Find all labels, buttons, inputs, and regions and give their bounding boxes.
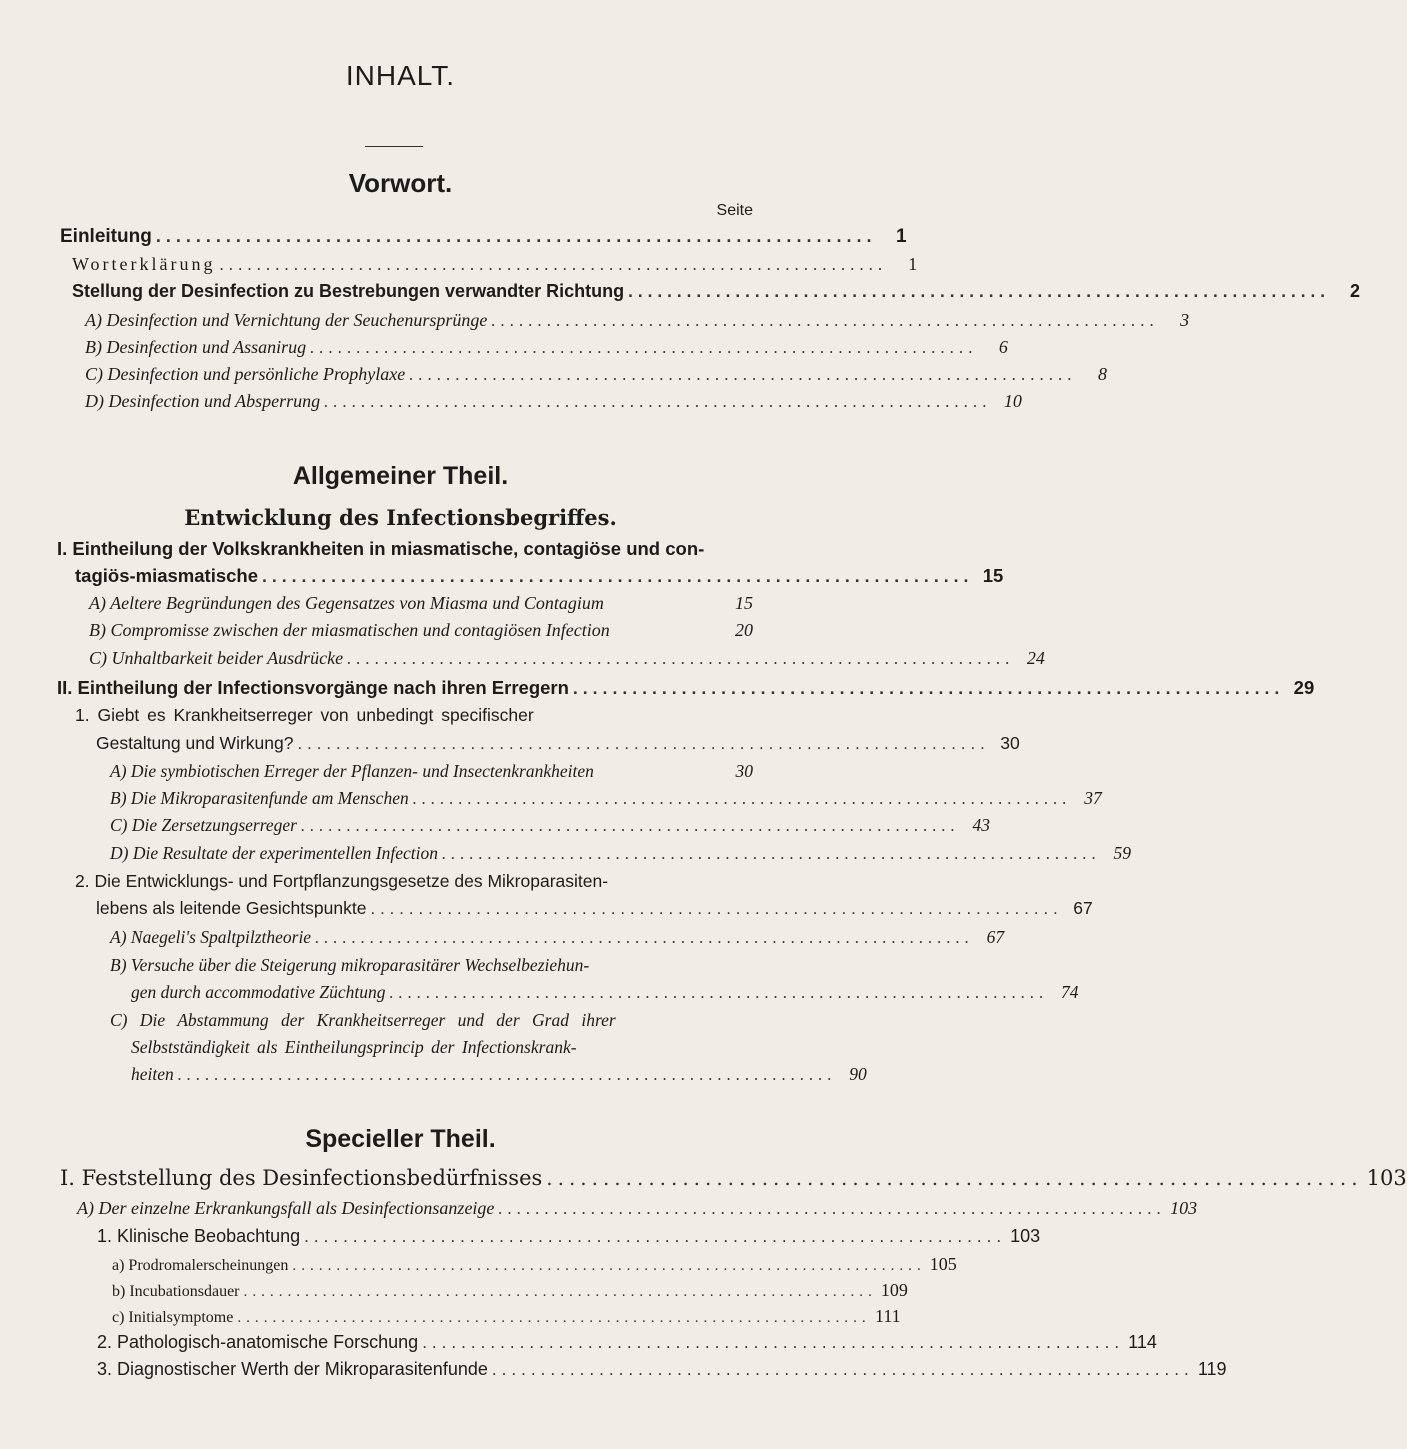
toc-entry[interactable] — [85, 391, 1022, 412]
toc-entry-title: D) Die Resultate der experimentellen Infection — [110, 843, 439, 863]
toc-entry-page: 6 — [998, 337, 1008, 357]
toc-entry-page: 15 — [982, 565, 1004, 586]
toc-entry-title: tagiös-miasmatische — [75, 565, 259, 586]
title-divider — [365, 146, 423, 147]
toc-entry-title: B) Desinfection und Assanirug — [85, 337, 307, 357]
dot-leader: ........................................................................ — [237, 1309, 871, 1326]
toc-entry-title: A) Aeltere Begründungen des Gegensatzes von Miasma und Contagium — [89, 593, 604, 613]
dot-leader: ........................................................................ — [491, 311, 1160, 330]
toc-entry-page: 67 — [1073, 898, 1093, 918]
dot-leader: ........................................................................ — [315, 928, 975, 947]
toc-entry-title: gen durch accommodative Züchtung — [131, 982, 386, 1002]
toc-entry-title: A) Naegeli's Spaltpilztheorie — [110, 927, 312, 947]
toc-entry-page: 109 — [880, 1280, 908, 1300]
toc-entry-title: B) Die Mikroparasitenfunde am Menschen — [110, 788, 409, 808]
toc-entry-title: Gestaltung und Wirkung? — [96, 733, 294, 753]
dot-leader: ........................................................................ — [572, 678, 1285, 698]
dot-leader: ........................................................................ — [412, 789, 1072, 808]
question-heading: 1. Giebt es Krankheitserreger von unbedingt specifischer — [75, 705, 534, 725]
dot-leader: ........................................................................ — [297, 734, 990, 753]
toc-entry-title: 3. Diagnostischer Werth der Mikroparasitenfunde — [97, 1359, 488, 1379]
toc-entry-title: Einleitung — [60, 226, 152, 247]
entry-line: C) Die Abstammung der Krankheitserreger und der Grad ihrer — [110, 1010, 616, 1030]
toc-entry[interactable] — [85, 337, 1008, 358]
toc-entry-page: 1 — [895, 226, 907, 247]
toc-entry-title: C) Unhaltbarkeit beider Ausdrücke — [89, 648, 344, 668]
toc-entry-title: heiten — [131, 1064, 174, 1084]
toc-entry-title: C) Desinfection und persönliche Prophylaxe — [85, 364, 406, 384]
section-heading: I. Eintheilung der Volkskrankheiten in miasmatische, contagiöse und con- — [57, 538, 705, 559]
entry-line: Selbstständigkeit als Eintheilungsprincip der Infectionskrank- — [131, 1037, 577, 1057]
toc-entry[interactable] — [110, 843, 1131, 864]
toc-entry-page: 119 — [1197, 1359, 1227, 1379]
toc-entry-title: I. Feststellung des Desinfectionsbedürfnisses — [60, 1166, 543, 1190]
toc-entry-page: 111 — [875, 1306, 901, 1326]
toc-entry[interactable] — [110, 927, 1005, 948]
toc-entry-page: 67 — [986, 927, 1005, 947]
toc-entry-title: c) Initialsymptome — [112, 1309, 234, 1326]
toc-entry-title: A) Der einzelne Erkrankungsfall als Desinfectionsanzeige — [77, 1198, 495, 1218]
dot-leader: ........................................................................ — [324, 392, 992, 411]
toc-entry[interactable] — [57, 677, 1315, 699]
entry-line: B) Versuche über die Steigerung mikroparasitärer Wechselbeziehun- — [110, 955, 590, 975]
toc-entry-title: 2. Pathologisch-anatomische Forschung — [97, 1332, 419, 1352]
dot-leader: ........................................................................ — [389, 983, 1049, 1002]
toc-entry-title: b) Incubationsdauer — [112, 1283, 240, 1300]
dot-leader: ........................................................................ — [442, 844, 1101, 863]
toc-entry-title: C) Die Zersetzungserreger — [110, 815, 297, 835]
toc-entry-page: 37 — [1084, 788, 1102, 808]
toc-entry[interactable] — [89, 620, 753, 641]
toc-entry-page: 59 — [1113, 843, 1131, 863]
dot-leader: ........................................................................ — [243, 1283, 877, 1300]
toc-entry-page: 103 — [1170, 1198, 1198, 1218]
dot-leader: ........................................................................ — [409, 365, 1077, 384]
toc-entry[interactable] — [97, 1332, 1157, 1353]
dot-leader: ........................................................................ — [491, 1360, 1194, 1379]
toc-entry-title: Stellung der Desinfection zu Bestrebungen verwandter Richtung — [72, 281, 625, 301]
toc-entry-page: 114 — [1128, 1332, 1157, 1352]
dot-leader: ........................................................................ — [546, 1166, 1363, 1190]
dot-leader: ........................................................................ — [304, 1227, 1007, 1246]
toc-entry[interactable] — [110, 788, 1102, 809]
toc-entry-page: 15 — [735, 593, 753, 613]
toc-entry-title: B) Compromisse zwischen der miasmatischen und contagiösen Infection — [89, 620, 610, 640]
dot-leader: ........................................................................ — [422, 1333, 1125, 1352]
toc-entry-page: 105 — [929, 1254, 957, 1274]
toc-entry[interactable] — [77, 1198, 1198, 1219]
toc-entry-title: Worterklärung — [72, 254, 216, 274]
toc-entry-title: A) Desinfection und Vernichtung der Seuchenursprünge — [85, 310, 488, 330]
toc-entry[interactable] — [110, 761, 753, 782]
dot-leader: ........................................................................ — [370, 899, 1063, 918]
dot-leader: ........................................................................ — [155, 226, 877, 246]
specieller-heading: Specieller Theil. — [305, 1125, 496, 1153]
toc-entry[interactable] — [72, 281, 1361, 302]
toc-entry[interactable] — [112, 1254, 957, 1275]
toc-entry-page: 103 — [1366, 1166, 1407, 1190]
dot-leader: ........................................................................ — [177, 1065, 837, 1084]
toc-entry[interactable] — [97, 1359, 1227, 1380]
question-heading: 2. Die Entwicklungs- und Fortpflanzungsgesetze des Mikroparasiten- — [75, 871, 609, 891]
dot-leader: ........................................................................ — [300, 816, 960, 835]
dot-leader: ........................................................................ — [628, 282, 1331, 301]
toc-entry-page: 30 — [735, 761, 753, 781]
dot-leader: ........................................................................ — [347, 649, 1015, 668]
dot-leader: ........................................................................ — [219, 255, 888, 274]
toc-entry-page: 74 — [1060, 982, 1079, 1002]
toc-entry[interactable] — [60, 1166, 1407, 1190]
toc-entry-page: 103 — [1010, 1226, 1041, 1246]
toc-entry[interactable] — [131, 982, 1079, 1003]
toc-entry-page: 1 — [908, 254, 918, 274]
toc-entry[interactable] — [60, 226, 907, 248]
toc-entry[interactable] — [97, 1226, 1041, 1247]
toc-entry-page: 10 — [1003, 391, 1022, 411]
toc-entry-page: 29 — [1293, 677, 1315, 698]
toc-entry-page: 24 — [1026, 648, 1045, 668]
toc-entry-title: D) Desinfection und Absperrung — [85, 391, 321, 411]
toc-entry[interactable] — [96, 898, 1093, 919]
toc-entry[interactable] — [89, 648, 1045, 669]
toc-entry-page: 8 — [1097, 364, 1107, 384]
dot-leader: ........................................................................ — [262, 566, 974, 586]
toc-entry[interactable] — [112, 1306, 901, 1327]
allgemeiner-subheading: Entwicklung des Infectionsbegriffes. — [184, 505, 617, 530]
toc-entry-page: 43 — [972, 815, 990, 835]
dot-leader: ........................................................................ — [292, 1257, 926, 1274]
toc-entry-title: II. Eintheilung der Infectionsvorgänge nach ihren Erregern — [57, 677, 569, 698]
toc-entry[interactable] — [72, 254, 918, 275]
toc-entry[interactable] — [112, 1280, 908, 1301]
vorwort-heading: Vorwort. — [348, 168, 453, 198]
page-title: INHALT. — [345, 60, 456, 91]
toc-entry-page: 90 — [849, 1064, 867, 1084]
toc-entry[interactable] — [89, 593, 753, 614]
toc-entry-title: a) Prodromalerscheinungen — [112, 1257, 289, 1274]
toc-entry-page: 3 — [1180, 310, 1190, 330]
toc-entry-title: 1. Klinische Beobachtung — [97, 1226, 301, 1246]
toc-entry[interactable] — [85, 310, 1190, 331]
allgemeiner-heading: Allgemeiner Theil. — [292, 462, 509, 490]
dot-leader: ........................................................................ — [310, 338, 978, 357]
seite-label: Seite — [716, 202, 753, 219]
toc-entry-page: 2 — [1350, 281, 1361, 301]
toc-entry[interactable] — [110, 815, 990, 836]
toc-entry[interactable] — [96, 733, 1020, 754]
toc-entry[interactable] — [85, 364, 1107, 385]
toc-entry-page: 30 — [1000, 733, 1020, 753]
toc-entry[interactable] — [75, 565, 1004, 587]
toc-entry-title: A) Die symbiotischen Erreger der Pflanzen- und Insectenkrankheiten — [110, 761, 594, 781]
dot-leader: ........................................................................ — [498, 1199, 1167, 1218]
toc-entry-page: 20 — [735, 620, 753, 640]
toc-entry[interactable] — [131, 1064, 867, 1085]
toc-entry-title: lebens als leitende Gesichtspunkte — [96, 898, 367, 918]
